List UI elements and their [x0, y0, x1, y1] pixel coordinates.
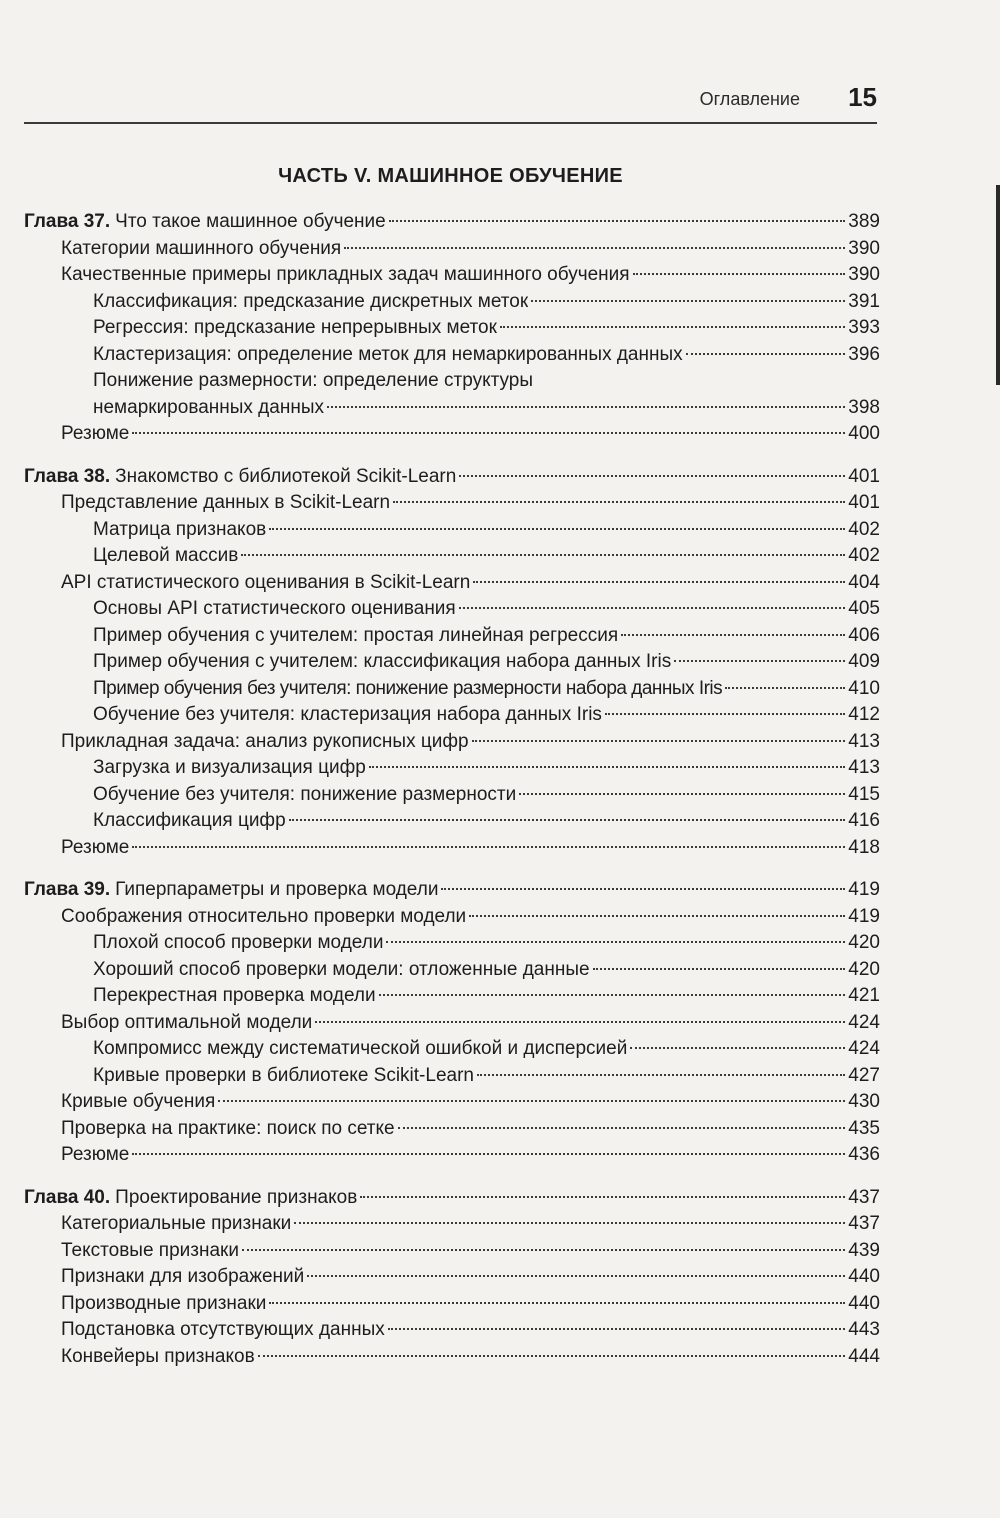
- dot-leader: [630, 1047, 845, 1049]
- entry-title: Резюме: [61, 836, 130, 858]
- chapter-37: [24, 209, 880, 448]
- toc-entry[interactable]: [24, 649, 880, 676]
- dot-leader: [307, 1275, 845, 1277]
- toc-entry[interactable]: [24, 702, 880, 729]
- dot-leader: [674, 660, 845, 662]
- dot-leader: [132, 1153, 845, 1155]
- entry-title: Классификация: предсказание дискретных меток: [93, 290, 529, 312]
- dot-leader: [459, 475, 845, 477]
- dot-leader: [258, 1355, 846, 1357]
- dot-leader: [500, 326, 845, 328]
- entry-title: Пример обучения с учителем: простая линейная регрессия: [93, 624, 619, 646]
- entry-title: Пример обучения без учителя: понижение размерности набора данных Iris: [93, 677, 723, 699]
- dot-leader: [269, 1302, 845, 1304]
- entry-title: Признаки для изображений: [61, 1266, 305, 1287]
- toc-entry[interactable]: [24, 1142, 880, 1169]
- page-ref: 405: [848, 598, 880, 619]
- toc-entry[interactable]: [24, 517, 880, 544]
- table-of-contents: [24, 209, 880, 1370]
- page-number: 15: [848, 82, 877, 112]
- page-ref: 440: [848, 1292, 880, 1314]
- entry-title: Плохой способ проверки модели: [93, 932, 384, 953]
- dot-leader: [132, 846, 845, 848]
- dot-leader: [269, 528, 845, 530]
- part-title: ЧАСТЬ V. МАШИННОЕ ОБУЧЕНИЕ: [278, 165, 623, 187]
- dot-leader: [389, 220, 846, 222]
- chapter-heading[interactable]: [24, 209, 880, 236]
- entry-title: Обучение без учителя: кластеризация набора данных Iris: [93, 704, 602, 725]
- toc-entry[interactable]: [24, 755, 880, 782]
- page-ref: 393: [848, 317, 880, 338]
- toc-entry[interactable]: [24, 835, 880, 862]
- dot-leader: [393, 501, 845, 503]
- entry-title: Представление данных в Scikit-Learn: [61, 492, 391, 513]
- page-ref: 436: [848, 1144, 880, 1165]
- entry-title: Целевой массив: [93, 545, 239, 566]
- toc-entry[interactable]: [24, 1317, 880, 1344]
- toc-entry[interactable]: [24, 983, 880, 1010]
- dot-leader: [315, 1021, 845, 1023]
- page-ref: 401: [848, 492, 880, 513]
- page-ref: 415: [848, 783, 880, 805]
- entry-title: Категориальные признаки: [61, 1213, 292, 1234]
- page-ref: 390: [848, 264, 880, 285]
- dot-leader: [686, 353, 846, 355]
- entry-title: Кривые проверки в библиотеке Scikit-Learn: [93, 1064, 474, 1086]
- dot-leader: [388, 1328, 846, 1330]
- dot-leader: [477, 1074, 845, 1076]
- page-ref: 413: [848, 730, 880, 752]
- page-ref: 400: [848, 423, 880, 444]
- page-ref: 416: [848, 810, 880, 831]
- dot-leader: [242, 1249, 845, 1251]
- dot-leader: [132, 432, 845, 434]
- page-ref: 391: [848, 290, 880, 312]
- entry-title: Качественные примеры прикладных задач машинного обучения: [61, 264, 630, 285]
- dot-leader: [472, 740, 846, 742]
- page-ref: 419: [848, 905, 880, 927]
- chapter-number: Глава 39.: [24, 879, 111, 900]
- toc-entry[interactable]: [24, 1211, 880, 1238]
- page-ref: 402: [848, 545, 880, 566]
- entry-title: Перекрестная проверка модели: [93, 985, 376, 1006]
- page-ref: 410: [848, 677, 880, 699]
- toc-entry[interactable]: [24, 1010, 880, 1037]
- toc-entry[interactable]: [24, 957, 880, 984]
- toc-entry[interactable]: [24, 930, 880, 957]
- entry-title: Пример обучения с учителем: классификация набора данных Iris: [93, 651, 672, 672]
- page-ref: 424: [848, 1038, 880, 1059]
- entry-title: Хороший способ проверки модели: отложенные данные: [93, 958, 590, 980]
- page-ref: 421: [848, 985, 880, 1006]
- toc-entry[interactable]: [24, 490, 880, 517]
- entry-title-continued: немаркированных данных: [93, 396, 324, 418]
- dot-leader: [327, 406, 845, 408]
- entry-title: Резюме: [61, 1144, 130, 1165]
- dot-leader: [473, 581, 845, 583]
- page-ref: 413: [848, 757, 880, 778]
- toc-entry[interactable]: [24, 808, 880, 835]
- entry-title: Проверка на практике: поиск по сетке: [61, 1117, 395, 1139]
- entry-title: Регрессия: предсказание непрерывных меток: [93, 317, 497, 338]
- header-rule: [24, 122, 877, 124]
- dot-leader: [605, 713, 845, 715]
- entry-title: Понижение размерности: определение структуры: [93, 370, 534, 391]
- header-title: Оглавление: [699, 89, 800, 109]
- entry-title: Компромисс между систематической ошибкой и дисперсией: [93, 1038, 628, 1059]
- entry-title: Текстовые признаки: [61, 1239, 239, 1261]
- toc-entry[interactable]: [24, 1063, 880, 1090]
- page-ref: 402: [848, 518, 880, 540]
- toc-entry[interactable]: [24, 1116, 880, 1143]
- entry-title: Кривые обучения: [61, 1091, 216, 1112]
- chapter-38: [24, 464, 880, 862]
- dot-leader: [531, 300, 845, 302]
- dot-leader: [289, 819, 846, 821]
- toc-entry[interactable]: [24, 623, 880, 650]
- entry-title: Основы API статистического оценивания: [93, 598, 456, 619]
- toc-entry[interactable]: [24, 1344, 880, 1371]
- dot-leader: [441, 888, 845, 890]
- page-ref: 396: [848, 343, 880, 365]
- dot-leader: [360, 1196, 845, 1198]
- entry-title: Классификация цифр: [93, 810, 286, 831]
- page-ref: 427: [848, 1064, 880, 1086]
- dot-leader: [379, 994, 846, 996]
- chapter-number: Глава 38.: [24, 465, 111, 487]
- toc-entry-line2[interactable]: [24, 395, 880, 422]
- toc-entry[interactable]: [24, 342, 880, 369]
- toc-entry[interactable]: [24, 596, 880, 623]
- dot-leader: [725, 687, 845, 689]
- toc-entry[interactable]: [24, 1089, 880, 1116]
- page-ref: 437: [848, 1186, 880, 1208]
- entry-title: Матрица признаков: [93, 518, 267, 540]
- chapter-title: Гиперпараметры и проверка модели: [115, 879, 439, 900]
- entry-title: Резюме: [61, 423, 130, 444]
- page-ref: 412: [848, 704, 880, 725]
- page-ref: 406: [848, 624, 880, 646]
- entry-title: Категории машинного обучения: [61, 237, 342, 259]
- chapter-title: Что такое машинное обучение: [115, 211, 386, 232]
- page-ref: 439: [848, 1239, 880, 1261]
- toc-entry[interactable]: [24, 1264, 880, 1291]
- chapter-39: [24, 877, 880, 1169]
- dot-leader: [218, 1100, 845, 1102]
- toc-entry[interactable]: [24, 236, 880, 263]
- chapter-title: Проектирование признаков: [115, 1186, 358, 1208]
- dot-leader: [398, 1127, 846, 1129]
- toc-entry-line1[interactable]: [24, 368, 880, 395]
- chapter-title: Знакомство с библиотекой Scikit-Learn: [115, 465, 457, 487]
- dot-leader: [241, 554, 845, 556]
- toc-entry[interactable]: [24, 289, 880, 316]
- page-ref: 437: [848, 1213, 880, 1234]
- chapter-number: Глава 40.: [24, 1186, 111, 1208]
- page-ref: 419: [848, 879, 880, 900]
- dot-leader: [294, 1222, 845, 1224]
- page-ref: 390: [848, 237, 880, 259]
- entry-title: Выбор оптимальной модели: [61, 1011, 313, 1033]
- toc-entry[interactable]: [24, 904, 880, 931]
- toc-entry[interactable]: [24, 421, 880, 448]
- page-ref: 443: [848, 1319, 880, 1340]
- dot-leader: [344, 247, 845, 249]
- toc-entry[interactable]: [24, 543, 880, 570]
- chapter-number: Глава 37.: [24, 211, 111, 232]
- entry-title: Производные признаки: [61, 1292, 267, 1314]
- toc-entry[interactable]: [24, 315, 880, 342]
- dot-leader: [593, 968, 846, 970]
- dot-leader: [459, 607, 846, 609]
- toc-entry[interactable]: [24, 1036, 880, 1063]
- page-ref: 424: [848, 1011, 880, 1033]
- chapter-heading[interactable]: [24, 1185, 880, 1212]
- page-ref: 435: [848, 1117, 880, 1139]
- toc-entry[interactable]: [24, 570, 880, 597]
- page-ref: 389: [848, 211, 880, 232]
- toc-entry[interactable]: [24, 782, 880, 809]
- toc-entry[interactable]: [24, 1291, 880, 1318]
- page-ref: 444: [848, 1345, 880, 1367]
- entry-title: Обучение без учителя: понижение размерности: [93, 783, 517, 805]
- running-header: [24, 82, 877, 122]
- entry-title: Конвейеры признаков: [61, 1345, 255, 1367]
- page-ref: 418: [848, 836, 880, 858]
- dot-leader: [633, 273, 846, 275]
- entry-title: API статистического оценивания в Scikit-Learn: [61, 571, 471, 593]
- entry-title: Соображения относительно проверки модели: [61, 905, 467, 927]
- dot-leader: [386, 941, 845, 943]
- page-ref: 420: [848, 958, 880, 980]
- chapter-heading[interactable]: [24, 877, 880, 904]
- chapter-40: [24, 1185, 880, 1371]
- page-ref: 440: [848, 1266, 880, 1287]
- toc-entry[interactable]: [24, 1238, 880, 1265]
- dot-leader: [519, 793, 845, 795]
- page-ref: 404: [848, 571, 880, 593]
- page-ref: 430: [848, 1091, 880, 1112]
- toc-entry[interactable]: [24, 729, 880, 756]
- entry-title: Загрузка и визуализация цифр: [93, 757, 366, 778]
- page-edge-mark: [996, 185, 1000, 385]
- chapter-heading[interactable]: [24, 464, 880, 491]
- entry-title: Кластеризация: определение меток для немаркированных данных: [93, 343, 683, 365]
- entry-title: Подстановка отсутствующих данных: [61, 1319, 385, 1340]
- page-ref: 409: [848, 651, 880, 672]
- toc-entry[interactable]: [24, 676, 880, 703]
- page-ref: 401: [848, 465, 880, 487]
- toc-entry[interactable]: [24, 262, 880, 289]
- dot-leader: [369, 766, 845, 768]
- page-ref: 398: [848, 396, 880, 418]
- dot-leader: [469, 915, 845, 917]
- page-ref: 420: [848, 932, 880, 953]
- dot-leader: [621, 634, 845, 636]
- entry-title: Прикладная задача: анализ рукописных цифр: [61, 730, 469, 752]
